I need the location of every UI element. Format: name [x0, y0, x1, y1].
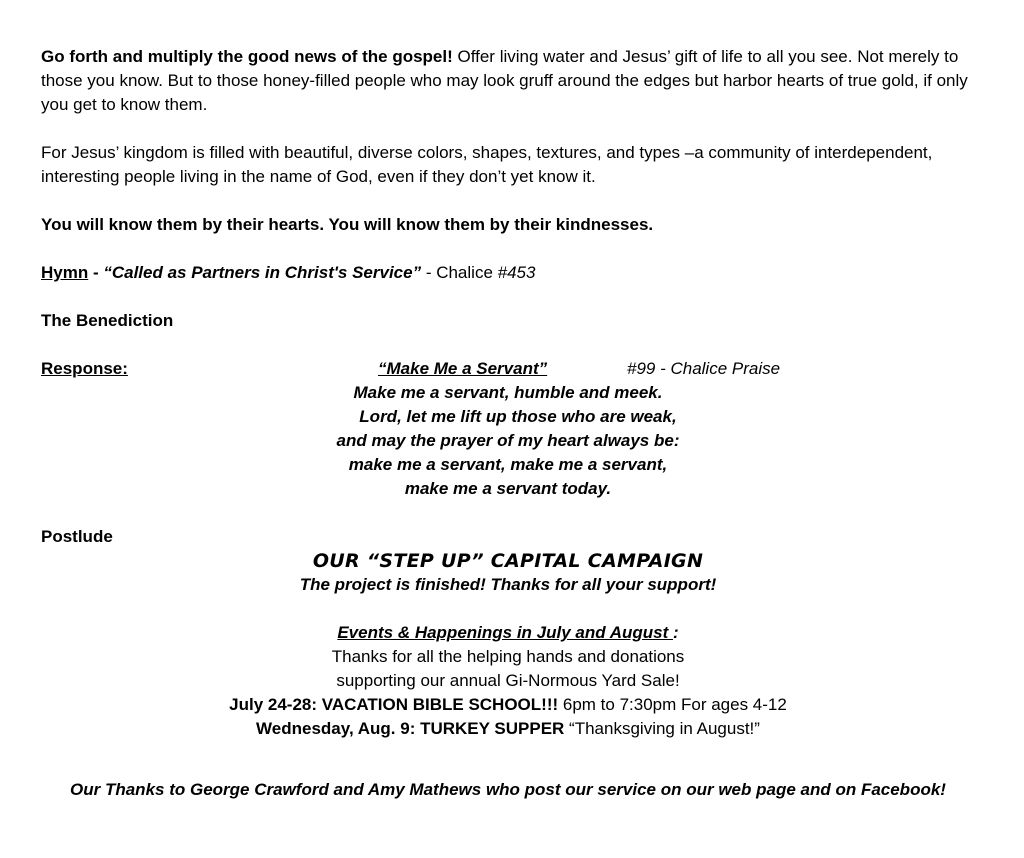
hymn-title: “Called as Partners in Christ's Service” [103, 263, 422, 282]
intro-paragraph [41, 45, 981, 117]
response-song-number: #99 - Chalice Praise [627, 359, 781, 378]
postlude-heading [41, 525, 981, 549]
campaign-title: OUR “STEP UP” CAPITAL CAMPAIGN [312, 550, 704, 572]
vbs-bold: July 24-28: VACATION BIBLE SCHOOL!!! [229, 695, 559, 714]
events-heading-colon: : [672, 623, 679, 642]
vbs-line [41, 693, 975, 717]
events-line-1: Thanks for all the helping hands and donations [331, 647, 685, 666]
hymn-source: - Chalice [421, 263, 498, 282]
lyric-line: and may the prayer of my heart always be: [336, 431, 680, 450]
hymn-number: #453 [497, 263, 536, 282]
lyric-line: Make me a servant, humble and meek. [353, 383, 663, 402]
hymn-dash: - [88, 263, 104, 282]
bulletin-page [41, 45, 981, 799]
supper-bold: Wednesday, Aug. 9: TURKEY SUPPER [256, 719, 565, 738]
intro-rest: Offer living water and Jesus’ gift of life to all you see. Not merely to those you know. But to those honey-filled people who may look gruff around the edges but harbor hearts of true gold, if only you get to know them. [41, 47, 968, 114]
vbs-rest: 6pm to 7:30pm For ages 4-12 [558, 695, 787, 714]
events-line-2: supporting our annual Gi-Normous Yard Sale! [336, 671, 680, 690]
kingdom-paragraph: For Jesus’ kingdom is filled with beautiful, diverse colors, shapes, textures, and types –a community of interdependent, interesting people living in the name of God, even if they don’t yet know it. [41, 143, 933, 186]
events-heading-line [41, 621, 975, 645]
events-heading: Events & Happenings in July and August [337, 623, 673, 642]
events-section [41, 621, 975, 741]
benediction-text: The Benediction [41, 311, 174, 330]
benediction-heading [41, 309, 981, 333]
response-row [41, 357, 981, 381]
supper-rest: “Thanksgiving in August!” [564, 719, 760, 738]
hymn-label: Hymn [41, 263, 89, 282]
hearts-line-text: You will know them by their hearts. You will know them by their kindnesses. [41, 215, 654, 234]
response-label: Response: [41, 359, 128, 378]
lyric-line: make me a servant today. [404, 479, 612, 498]
hearts-line [41, 213, 981, 237]
hymn-line [41, 261, 981, 285]
postlude-text: Postlude [41, 527, 113, 546]
lyric-line: Lord, let me lift up those who are weak, [359, 407, 677, 426]
response-song-title: “Make Me a Servant” [378, 359, 548, 378]
supper-line [41, 717, 975, 741]
thanks-line: Our Thanks to George Crawford and Amy Mathews who post our service on our web page and on Facebook! [70, 780, 946, 799]
response-lyrics [41, 381, 975, 501]
campaign-subtitle: The project is finished! Thanks for all your support! [299, 575, 717, 594]
intro-bold-lead: Go forth and multiply the good news of the gospel! [41, 47, 453, 66]
lyric-line: make me a servant, make me a servant, [348, 455, 668, 474]
campaign-section [41, 549, 975, 597]
